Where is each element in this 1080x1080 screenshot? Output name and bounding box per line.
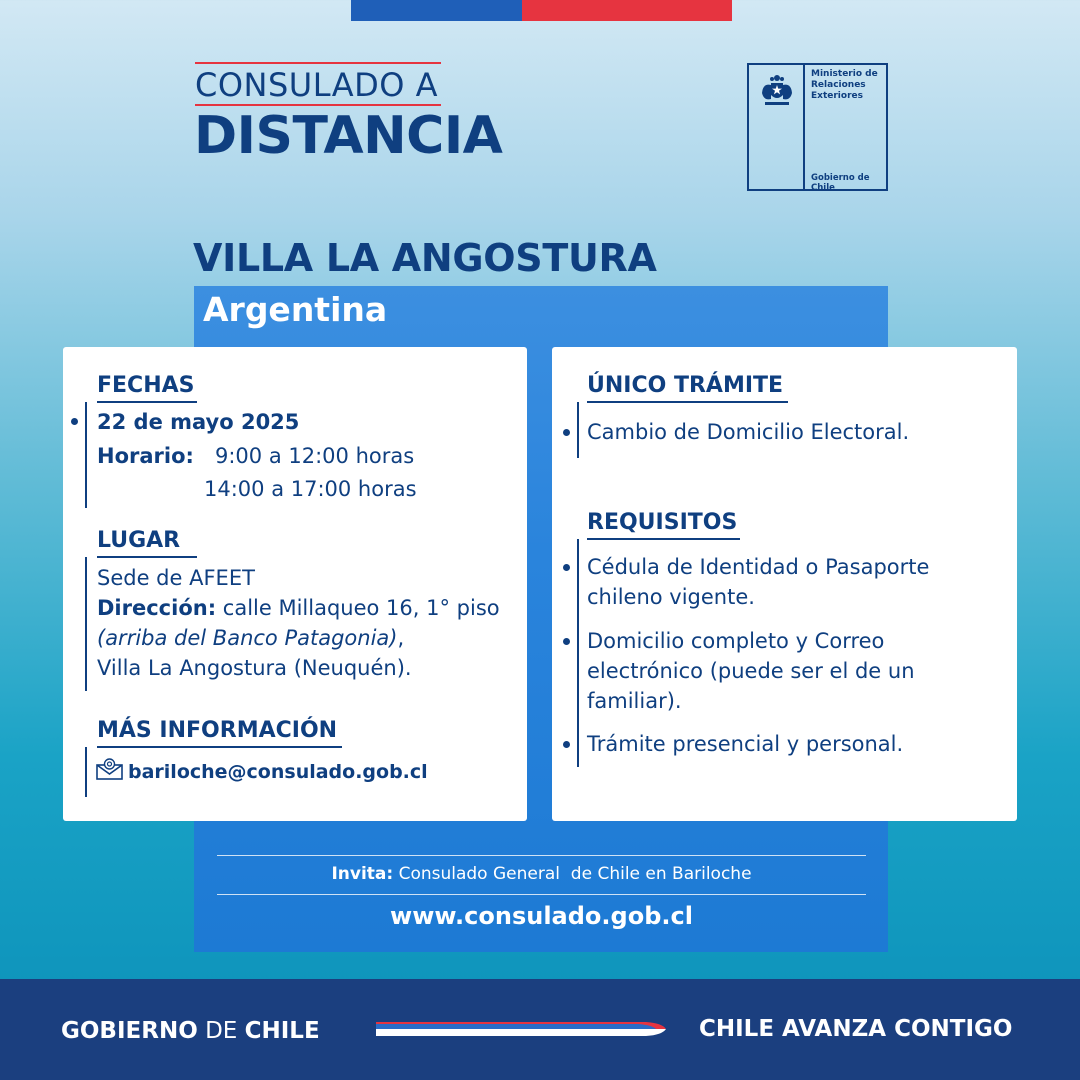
heading-distancia: DISTANCIA [194, 106, 503, 166]
lugar-sede: Sede de AFEET [97, 566, 255, 590]
requisito-2-line-1: Domicilio completo y Correo [587, 629, 885, 653]
country-title: Argentina [203, 290, 388, 329]
flag-stripe-blue [351, 0, 522, 21]
requisito-2-line-2: electrónico (puede ser el de un [587, 659, 915, 683]
fechas-bullet [71, 418, 78, 425]
email-icon [96, 758, 123, 780]
logo-divider [803, 65, 805, 189]
requisitos-title: REQUISITOS [587, 510, 740, 540]
flag-stripe-red [522, 0, 732, 21]
footer-gobierno: GOBIERNO DE CHILE [61, 1018, 320, 1044]
horario-label: Horario: [97, 444, 194, 468]
invita-divider-bottom [217, 894, 866, 895]
invita-line: Invita: Consulado General de Chile en Bariloche [331, 864, 752, 884]
requisito-bullet-2 [563, 638, 570, 645]
lugar-referencia: (arriba del Banco Patagonia), [97, 626, 405, 650]
requisitos-bar [577, 539, 579, 767]
requisito-1-line-2: chileno vigente. [587, 585, 755, 609]
ministry-name: Ministerio de Relaciones Exteriores [811, 69, 878, 101]
requisito-2-line-3: familiar). [587, 689, 682, 713]
government-label: Gobierno de Chile [811, 173, 870, 193]
contact-email[interactable]: bariloche@consulado.gob.cl [128, 761, 428, 783]
mas-info-bar [85, 747, 87, 797]
requisito-1-line-1: Cédula de Identidad o Pasaporte [587, 555, 930, 579]
tramite-bar [577, 402, 579, 458]
requisito-3-line-1: Trámite presencial y personal. [587, 732, 904, 756]
horario-slot-1: 9:00 a 12:00 horas [215, 444, 415, 468]
fechas-title: FECHAS [97, 373, 197, 403]
horario-slot-2: 14:00 a 17:00 horas [204, 477, 417, 501]
fechas-bar [85, 402, 87, 508]
requisito-bullet-3 [563, 741, 570, 748]
mas-info-title: MÁS INFORMACIÓN [97, 718, 342, 748]
ministry-logo [747, 63, 888, 191]
fechas-date: 22 de mayo 2025 [97, 410, 300, 434]
invita-divider-top [217, 855, 866, 856]
lugar-bar [85, 557, 87, 691]
website-link[interactable]: www.consulado.gob.cl [390, 902, 693, 930]
lugar-direccion: Dirección: calle Millaqueo 16, 1° piso [97, 596, 500, 620]
heading-consulado: CONSULADO A [195, 62, 441, 106]
flag-swoosh-icon [376, 1018, 666, 1040]
lugar-title: LUGAR [97, 528, 197, 558]
city-title: VILLA LA ANGOSTURA [193, 236, 657, 280]
footer-slogan: CHILE AVANZA CONTIGO [699, 1016, 1013, 1042]
lugar-ciudad: Villa La Angostura (Neuquén). [97, 656, 412, 680]
tramite-title: ÚNICO TRÁMITE [587, 373, 788, 403]
requisito-bullet-1 [563, 564, 570, 571]
chile-coat-of-arms-icon [757, 71, 797, 111]
tramite-item: Cambio de Domicilio Electoral. [587, 420, 910, 444]
tramite-bullet [563, 429, 570, 436]
